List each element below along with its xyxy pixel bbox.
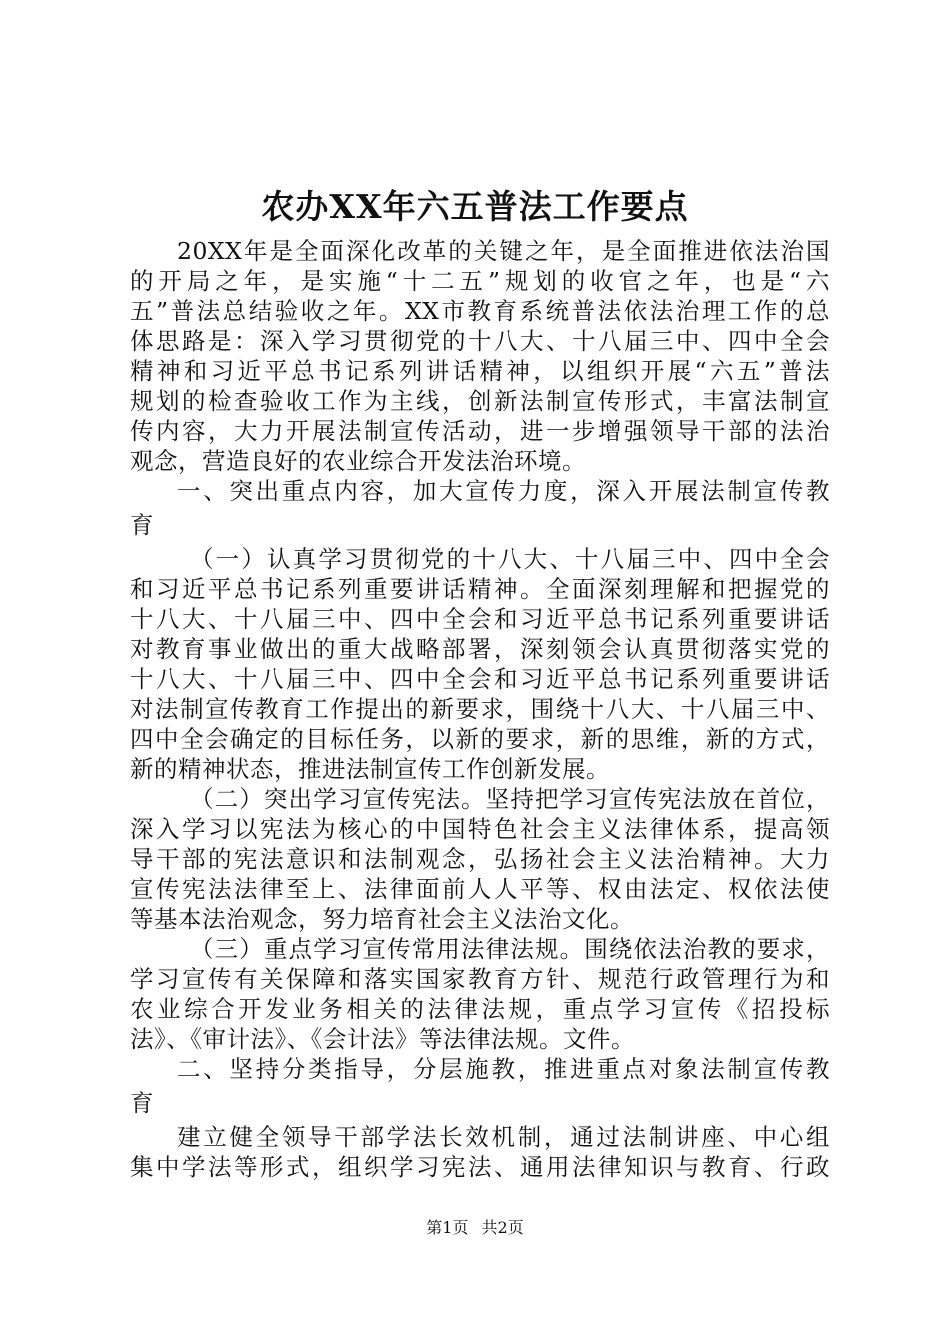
body-line: （二）突出学习宣传宪法。坚持把学习宣传宪法放在首位， [190,785,830,813]
body-line: 建立健全领导干部学法长效机制，通过法制讲座、中心组 [177,1123,830,1151]
body-line: 五”普法总结验收之年。XX市教育系统普法依法治理工作的总 [130,297,830,325]
document-title: 农办XX年六五普法工作要点 [261,187,689,226]
body-line: 对法制宣传教育工作提出的新要求，围绕十八大、十八届三中、 [130,695,830,723]
body-line: 20XX年是全面深化改革的关键之年，是全面推进依法治国 [177,237,830,265]
body-line: 导干部的宪法意识和法制观念，弘扬社会主义法治精神。大力 [130,845,830,873]
body-line: 和习近平总书记系列重要讲话精神。全面深刻理解和把握党的 [130,575,830,603]
body-line: 新的精神状态，推进法制宣传工作创新发展。 [130,755,610,783]
body-line: 育 [130,511,154,539]
body-line: 宣传宪法法律至上、法律面前人人平等、权由法定、权依法使 [130,875,830,903]
body-line: 等基本法治观念，努力培育社会主义法治文化。 [130,905,634,933]
body-line: 精神和习近平总书记系列讲话精神，以组织开展“六五”普法 [130,357,830,385]
body-line: 学习宣传有关保障和落实国家教育方针、规范行政管理行为和 [130,965,830,993]
body-line: 育 [130,1089,154,1117]
page-number-current: 第1页 [426,1218,469,1237]
body-line: 法》、《审计法》、《会计法》等法律法规。文件。 [130,1025,635,1053]
body-line: 一、突出重点内容，加大宣传力度，深入开展法制宣传教 [177,477,830,505]
body-line: 集中学法等形式，组织学习宪法、通用法律知识与教育、行政 [130,1153,830,1181]
document-body [130,236,830,1182]
body-line: 十八大、十八届三中、四中全会和习近平总书记系列重要讲话 [130,605,830,633]
body-line: 农业综合开发业务相关的法律法规，重点学习宣传《招投标 [130,995,830,1023]
page-footer [0,1216,950,1240]
body-line: 十八大、十八届三中、四中全会和习近平总书记系列重要讲话 [130,665,830,693]
body-line: 对教育事业做出的重大战略部署，深刻领会认真贯彻落实党的 [130,635,830,663]
body-line: （三）重点学习宣传常用法律法规。围绕依法治教的要求， [190,935,830,963]
body-line: 深入学习以宪法为核心的中国特色社会主义法律体系，提高领 [130,815,830,843]
page-number-total: 共2页 [481,1218,524,1237]
body-line: 体思路是：深入学习贯彻党的十八大、十八届三中、四中全会 [130,327,830,355]
body-line: 观念，营造良好的农业综合开发法治环境。 [130,447,586,475]
body-line: 的开局之年，是实施“十二五”规划的收官之年，也是“六 [130,267,830,295]
body-line: 传内容，大力开展法制宣传活动，进一步增强领导干部的法治 [130,417,830,445]
body-line: （一）认真学习贯彻党的十八大、十八届三中、四中全会 [190,545,830,573]
body-line: 规划的检查验收工作为主线，创新法制宣传形式，丰富法制宣 [130,387,830,415]
body-line: 四中全会确定的目标任务，以新的要求，新的思维，新的方式， [130,725,830,753]
body-line: 二、坚持分类指导，分层施教，推进重点对象法制宣传教 [177,1055,830,1083]
